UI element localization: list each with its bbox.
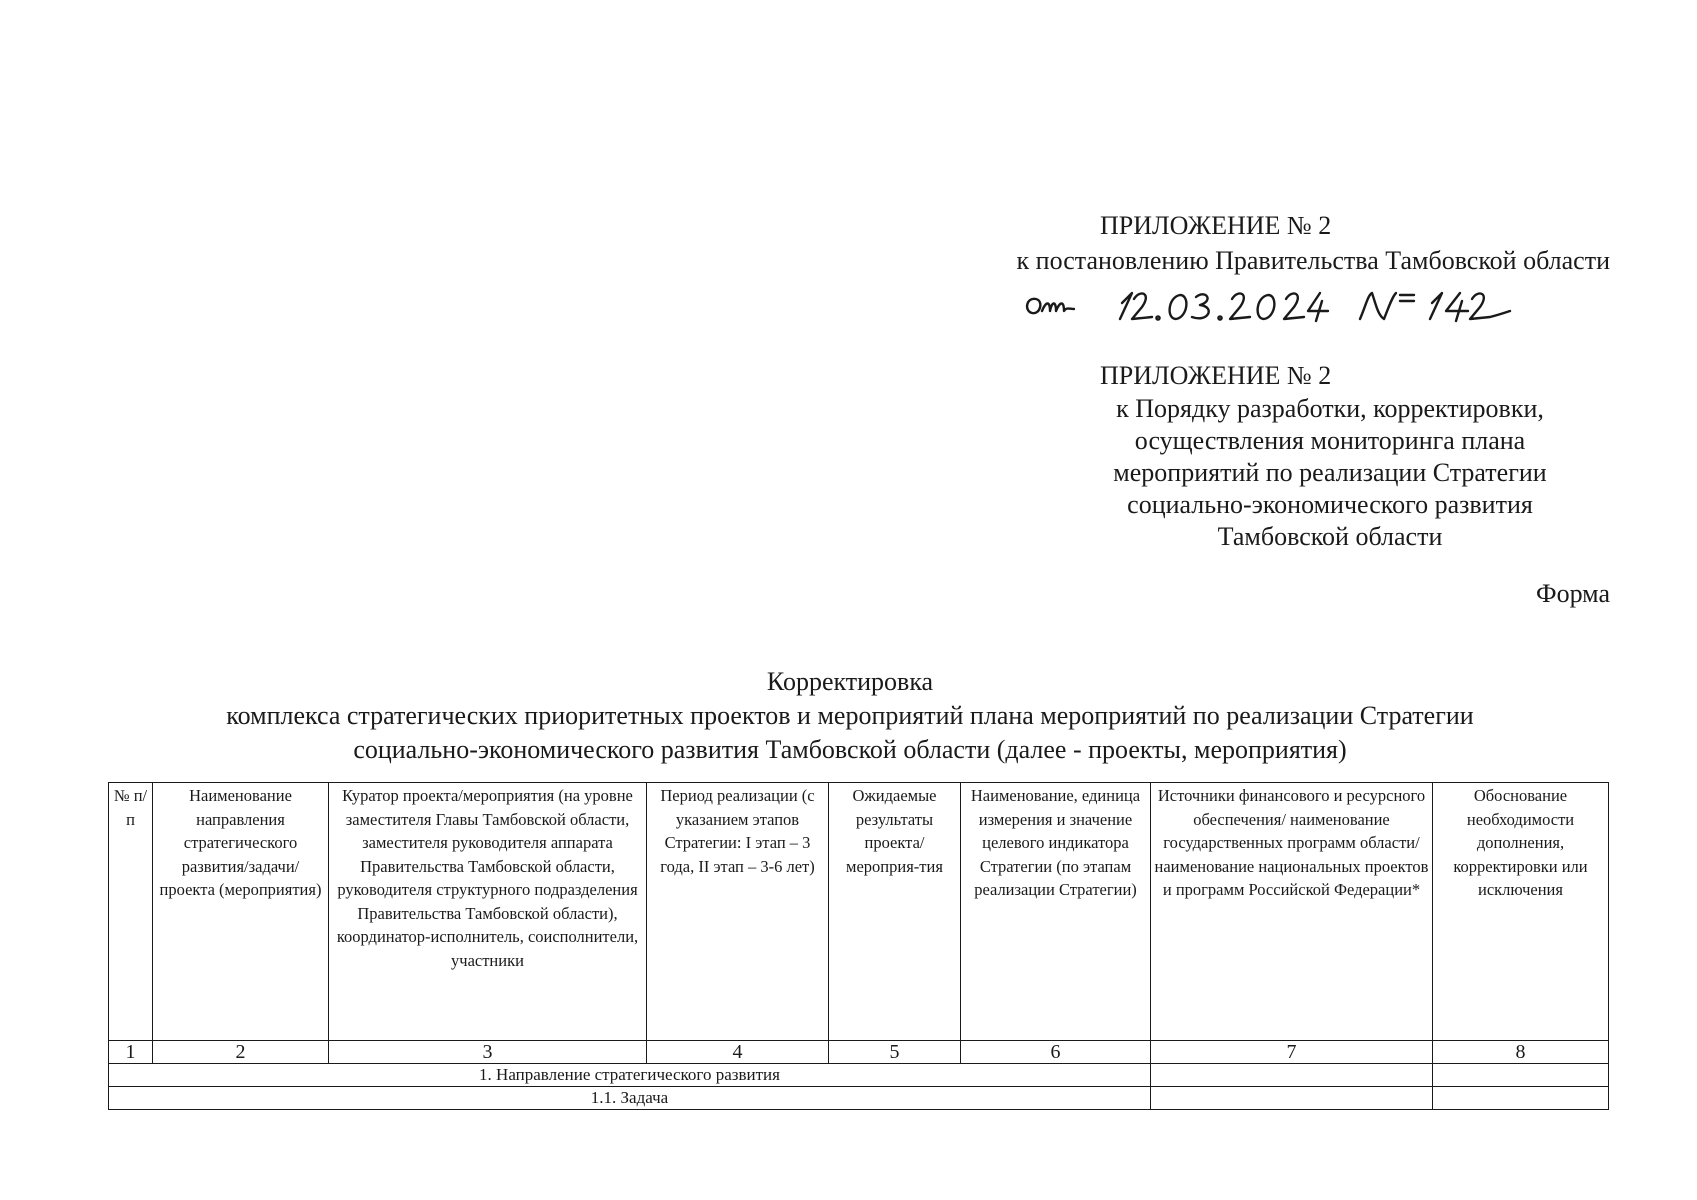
column-number: 3	[329, 1041, 647, 1064]
form-label: Форма	[1536, 579, 1610, 608]
document-title-line-1: Корректировка	[766, 667, 934, 696]
column-number: 7	[1151, 1041, 1433, 1064]
column-number: 6	[961, 1041, 1151, 1064]
header-expected-results: Ожидаемые результаты проекта/ мероприя-тия	[829, 783, 961, 1041]
table-header-row	[109, 783, 1609, 1041]
table-row	[109, 1087, 1609, 1110]
column-number: 4	[647, 1041, 829, 1064]
empty-cell	[1433, 1087, 1609, 1110]
column-number: 2	[153, 1041, 329, 1064]
document-title-line-3: социально-экономического развития Тамбовской области (далее - проекты, мероприятия)	[353, 735, 1347, 764]
appendix-2-reference	[1050, 393, 1610, 553]
column-number-row	[109, 1041, 1609, 1064]
header-number: № п/ п	[109, 783, 153, 1041]
empty-cell	[1151, 1064, 1433, 1087]
appendix-1-reference: к постановлению Правительства Тамбовской области	[1016, 246, 1610, 275]
header-funding-sources: Источники финансового и ресурсного обеспечения/ наименование государственных программ области/ наименование национальных проектов и программ Российской Федерации*	[1151, 783, 1433, 1041]
document-title	[100, 665, 1600, 767]
empty-cell	[1151, 1087, 1433, 1110]
header-justification: Обоснование необходимости дополнения, корректировки или исключения	[1433, 783, 1609, 1041]
handwritten-date-number	[1020, 285, 1540, 325]
header-curator: Куратор проекта/мероприятия (на уровне заместителя Главы Тамбовской области, заместителя руководителя аппарата Правительства Тамбовской области, руководителя структурного подразделения Правительства Тамбовской области), координатор-исполнитель, соисполнители, участники	[329, 783, 647, 1041]
header-target-indicator: Наименование, единица измерения и значение целевого индикатора Стратегии (по этапам реализации Стратегии)	[961, 783, 1151, 1041]
appendix-2-line: социально-экономического развития	[1127, 490, 1533, 519]
appendix-2-line: осуществления мониторинга плана	[1134, 426, 1526, 455]
section-direction-cell: 1. Направление стратегического развития	[109, 1064, 1151, 1087]
section-task-cell: 1.1. Задача	[109, 1087, 1151, 1110]
column-number: 1	[109, 1041, 153, 1064]
appendix-2-title: ПРИЛОЖЕНИЕ № 2	[1100, 361, 1332, 390]
table-row	[109, 1064, 1609, 1087]
document-title-line-2: комплекса стратегических приоритетных проектов и мероприятий плана мероприятий по реализации Стратегии	[226, 701, 1474, 730]
header-direction-name: Наименование направления стратегического развития/задачи/ проекта (мероприятия)	[153, 783, 329, 1041]
column-number: 8	[1433, 1041, 1609, 1064]
column-number: 5	[829, 1041, 961, 1064]
appendix-1-title: ПРИЛОЖЕНИЕ № 2	[1100, 211, 1332, 240]
appendix-2-line: Тамбовской области	[1217, 522, 1443, 551]
appendix-2-line: мероприятий по реализации Стратегии	[1113, 458, 1547, 487]
projects-table	[108, 782, 1609, 1110]
appendix-2-line: к Порядку разработки, корректировки,	[1116, 394, 1544, 423]
header-period: Период реализации (с указанием этапов Стратегии: I этап – 3 года, II этап – 3-6 лет)	[647, 783, 829, 1041]
empty-cell	[1433, 1064, 1609, 1087]
